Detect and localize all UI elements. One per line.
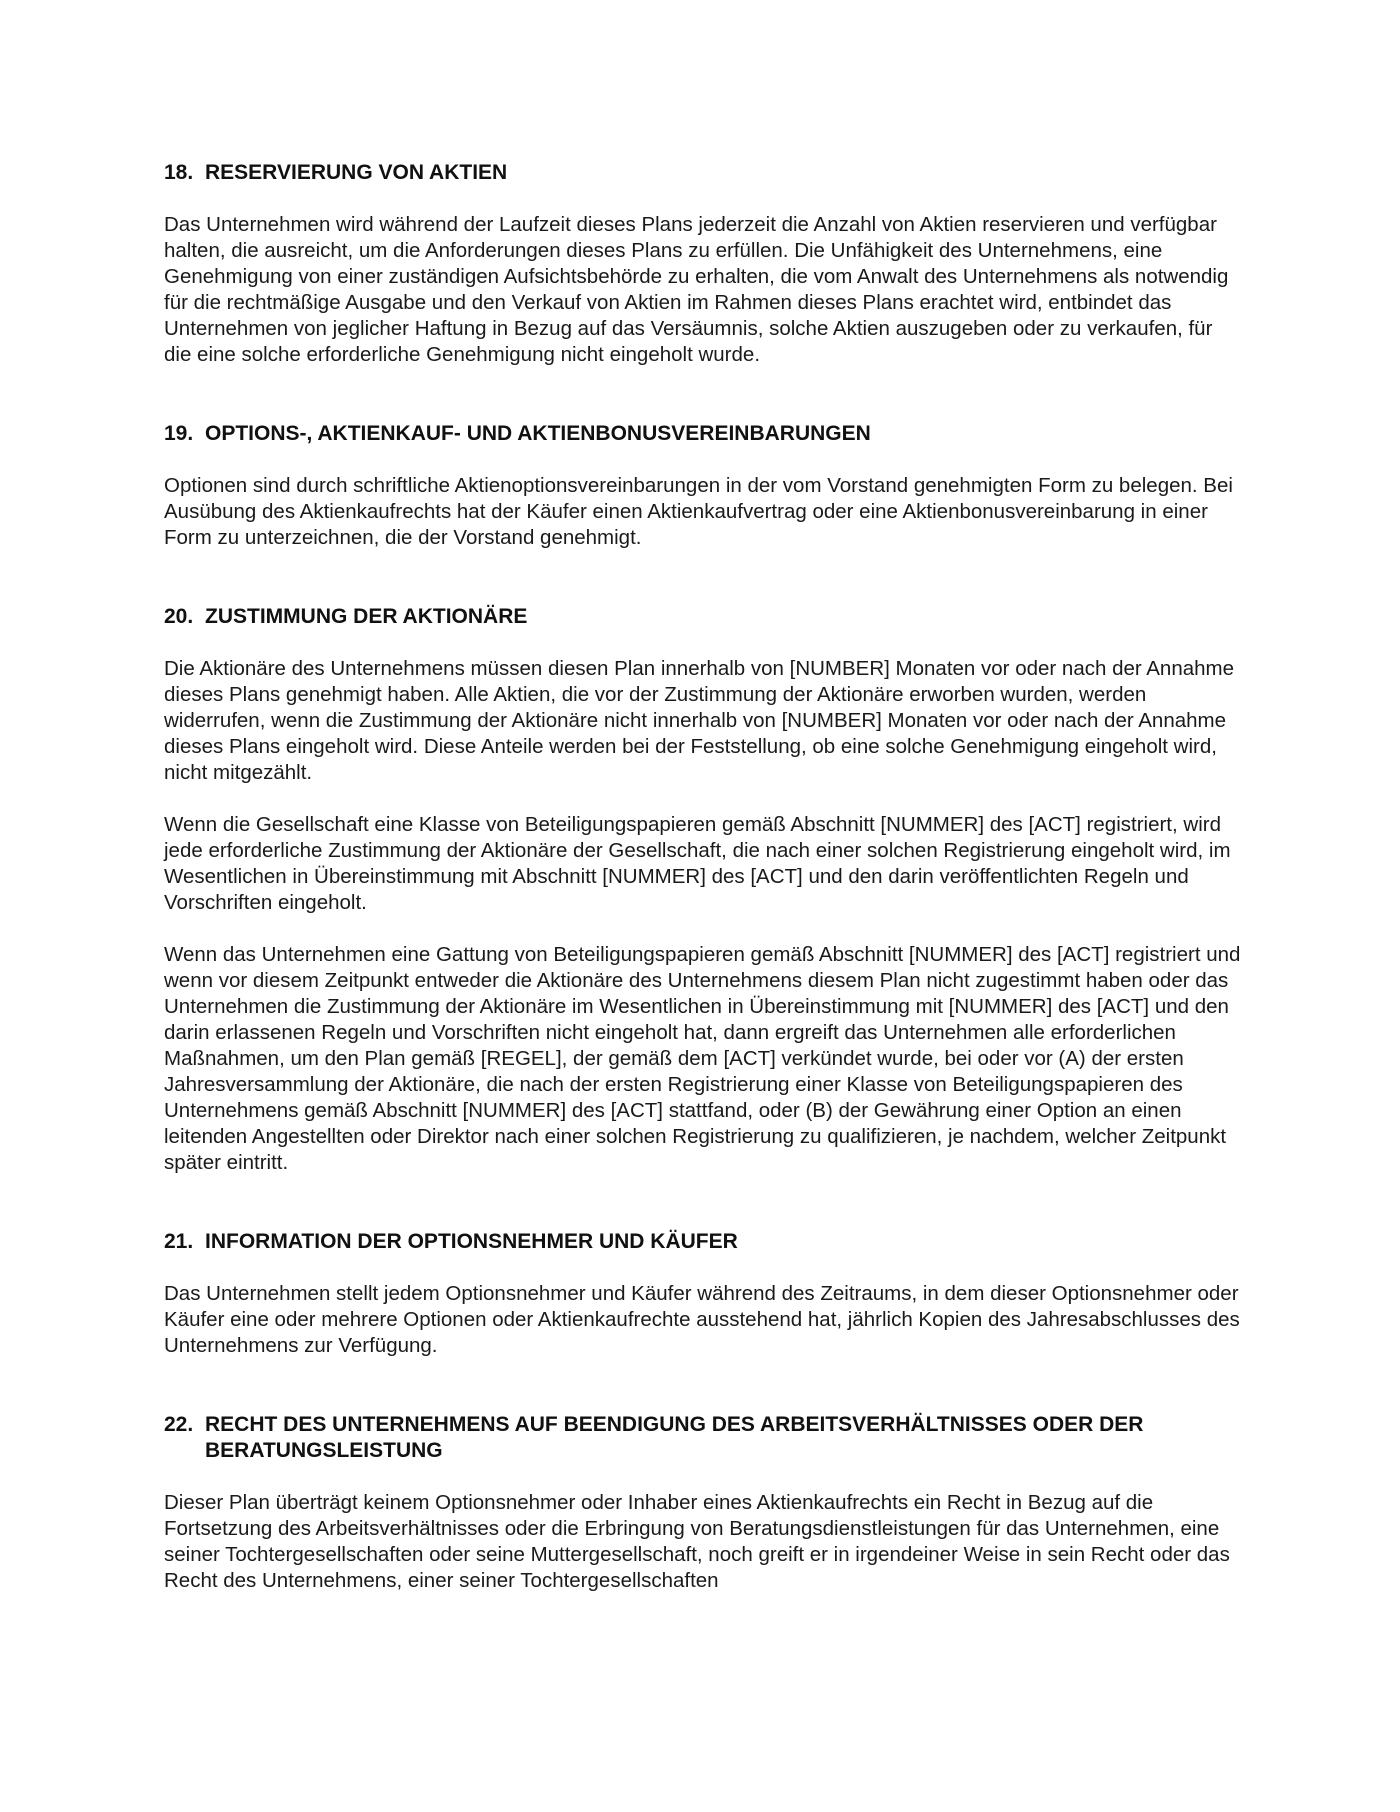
paragraph: Wenn die Gesellschaft eine Klasse von Beteiligungspapieren gemäß Abschnitt [NUMMER] des [ACT] registriert, wird jede erforderliche Zustimmung der Aktionäre der Gesellschaft, die nach einer solchen Registrierung eingeholt wird, im Wesentlichen in Übereinstimmung mit Abschnitt [NUMMER] des [ACT] und den darin veröffentlichten Regeln und Vorschriften eingeholt. [164, 813, 1231, 914]
section-heading [164, 1412, 1244, 1464]
section-number: 18. [164, 161, 194, 184]
section-number: 19. [164, 422, 194, 445]
section-heading [164, 1229, 1244, 1255]
section-18 [164, 160, 1244, 368]
section-number: 22. [164, 1413, 194, 1436]
section-number: 20. [164, 605, 194, 628]
section-title: OPTIONS-, AKTIENKAUF- UND AKTIENBONUSVEREINBARUNGEN [205, 422, 871, 445]
section-title: RESERVIERUNG VON AKTIEN [205, 161, 508, 184]
paragraph: Das Unternehmen stellt jedem Optionsnehmer und Käufer während des Zeitraums, in dem dieser Optionsnehmer oder Käufer eine oder mehrere Optionen oder Aktienkaufrechte ausstehend hat, jährlich Kopien des Jahresabschlusses des Unternehmens zur Verfügung. [164, 1282, 1240, 1357]
section-title: ZUSTIMMUNG DER AKTIONÄRE [205, 605, 528, 628]
section-19 [164, 421, 1244, 551]
paragraph: Die Aktionäre des Unternehmens müssen diesen Plan innerhalb von [NUMBER] Monaten vor oder nach der Annahme dieses Plans genehmigt haben. Alle Aktien, die vor der Zustimmung der Aktionäre erworben wurden, werden widerrufen, wenn die Zustimmung der Aktionäre nicht innerhalb von [NUMBER] Monaten vor oder nach der Annahme dieses Plans eingeholt wird. Diese Anteile werden bei der Feststellung, ob eine solche Genehmigung eingeholt wird, nicht mitgezählt. [164, 657, 1235, 784]
paragraph: Wenn das Unternehmen eine Gattung von Beteiligungspapieren gemäß Abschnitt [NUMMER] des [ACT] registriert und wenn vor diesem Zeitpunkt entweder die Aktionäre des Unternehmens diesem Plan nicht zugestimmt haben oder das Unternehmen die Zustimmung der Aktionäre im Wesentlichen in Übereinstimmung mit [NUMMER] des [ACT] und den darin erlassenen Regeln und Vorschriften nicht eingeholt hat, dann ergreift das Unternehmen alle erforderlichen Maßnahmen, um den Plan gemäß [REGEL], der gemäß dem [ACT] verkündet wurde, bei oder vor (A) der ersten Jahresversammlung der Aktionäre, die nach der ersten Registrierung einer Klasse von Beteiligungspapieren des Unternehmens gemäß Abschnitt [NUMMER] des [ACT] stattfand, oder (B) der Gewährung einer Option an einen leitenden Angestellten oder Direktor nach einer solchen Registrierung zu qualifizieren, je nachdem, welcher Zeitpunkt später eintritt. [164, 943, 1241, 1174]
section-22 [164, 1412, 1244, 1594]
section-title: RECHT DES UNTERNEHMENS AUF BEENDIGUNG DES ARBEITSVERHÄLTNISSES ODER DER BERATUNGSLEISTUNG [205, 1413, 1144, 1462]
section-heading [164, 421, 1244, 447]
section-20 [164, 604, 1244, 1176]
section-number: 21. [164, 1230, 194, 1253]
document-page [164, 160, 1244, 1647]
section-heading [164, 604, 1244, 630]
paragraph: Optionen sind durch schriftliche Aktienoptionsvereinbarungen in der vom Vorstand genehmigten Form zu belegen. Bei Ausübung des Aktienkaufrechts hat der Käufer einen Aktienkaufvertrag oder eine Aktienbonusvereinbarung in einer Form zu unterzeichnen, die der Vorstand genehmigt. [164, 474, 1233, 549]
paragraph: Dieser Plan überträgt keinem Optionsnehmer oder Inhaber eines Aktienkaufrechts ein Recht in Bezug auf die Fortsetzung des Arbeitsverhältnisses oder die Erbringung von Beratungsdienstleistungen für das Unternehmen, eine seiner Tochtergesellschaften oder seine Muttergesellschaft, noch greift er in irgendeiner Weise in sein Recht oder das Recht des Unternehmens, einer seiner Tochtergesellschaften [164, 1491, 1230, 1592]
section-title: INFORMATION DER OPTIONSNEHMER UND KÄUFER [205, 1230, 738, 1253]
paragraph: Das Unternehmen wird während der Laufzeit dieses Plans jederzeit die Anzahl von Aktien reservieren und verfügbar halten, die ausreicht, um die Anforderungen dieses Plans zu erfüllen. Die Unfähigkeit des Unternehmens, eine Genehmigung von einer zuständigen Aufsichtsbehörde zu erhalten, die vom Anwalt des Unternehmens als notwendig für die rechtmäßige Ausgabe und den Verkauf von Aktien im Rahmen dieses Plans erachtet wird, entbindet das Unternehmen von jeglicher Haftung in Bezug auf das Versäumnis, solche Aktien auszugeben oder zu verkaufen, für die eine solche erforderliche Genehmigung nicht eingeholt wurde. [164, 213, 1229, 366]
section-21 [164, 1229, 1244, 1359]
section-heading [164, 160, 1244, 186]
